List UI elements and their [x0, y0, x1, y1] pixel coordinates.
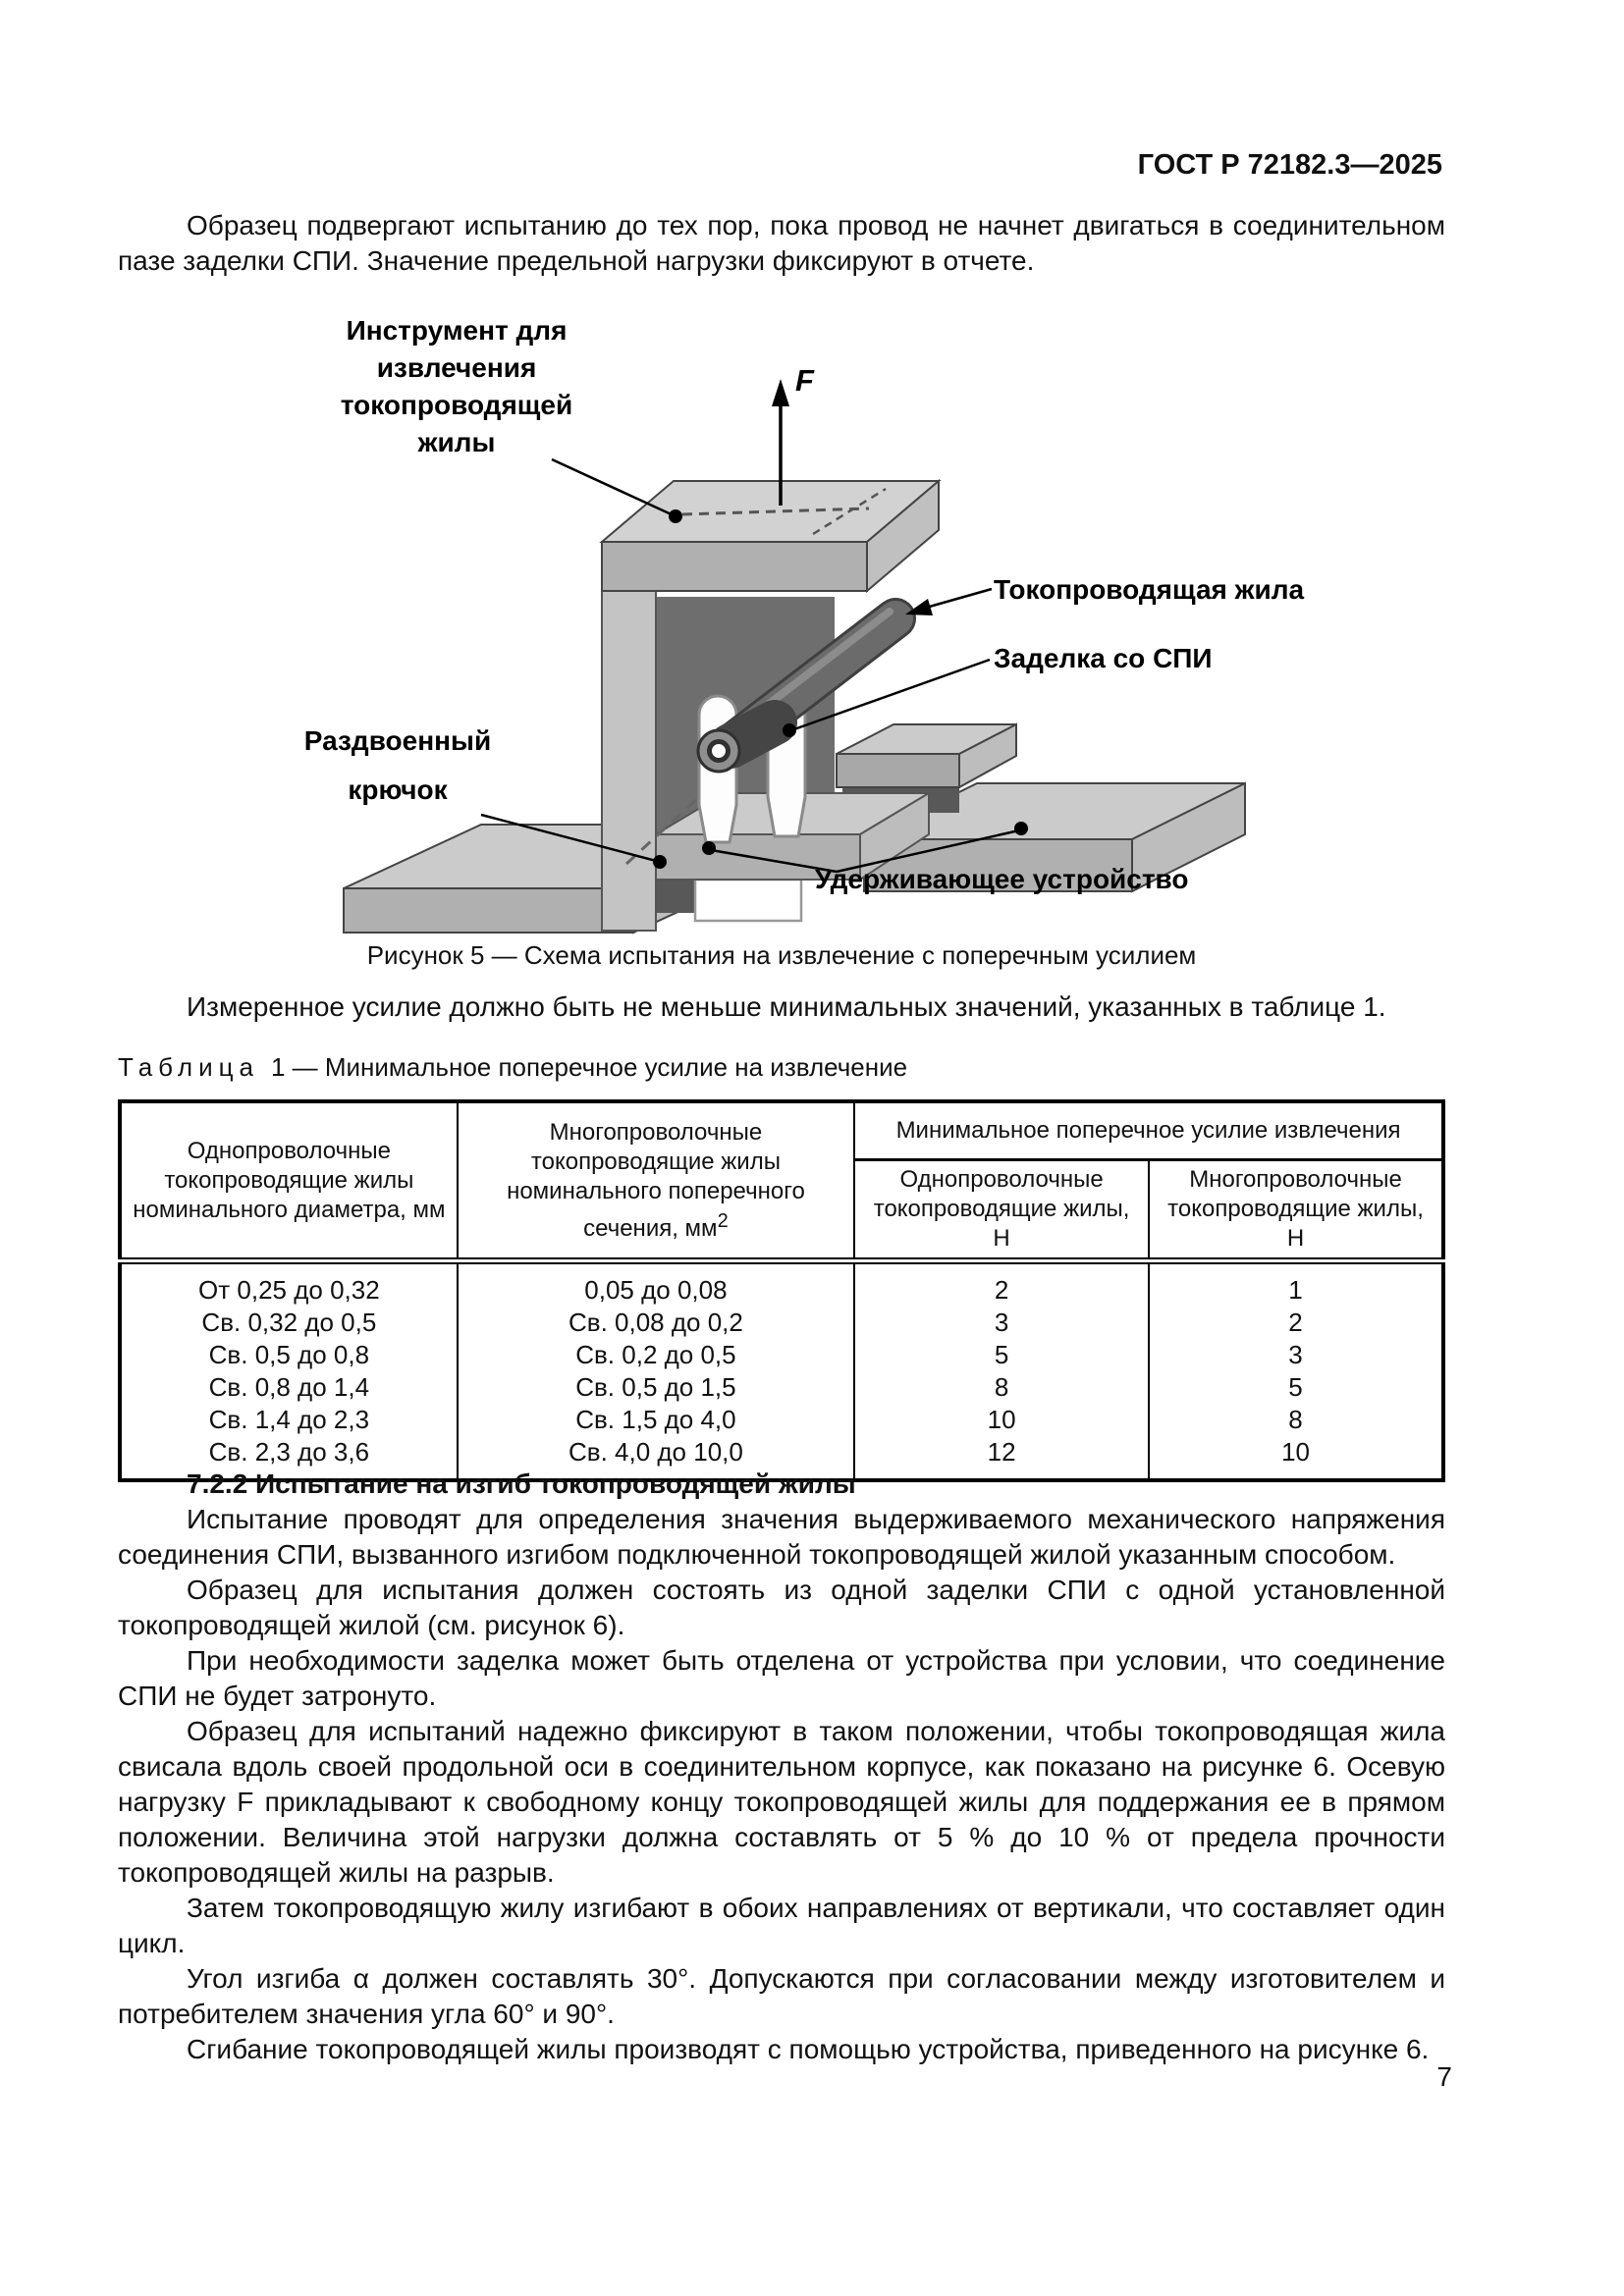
- table-body-row: [120, 1261, 1443, 1481]
- group-header-min-force: Минимальное поперечное усилие извлечения: [854, 1101, 1443, 1160]
- col-solid-diameter-values: От 0,25 до 0,32 Св. 0,32 до 0,5 Св. 0,5 до 0,8 Св. 0,8 до 1,4 Св. 1,4 до 2,3 Св. 2,3 до 3,6: [120, 1261, 458, 1481]
- intro-paragraph: Образец подвергают испытанию до тех пор, пока провод не начнет двигаться в соединительном пазе заделки СПИ. Значение предельной нагрузки фиксируют в отчете.: [118, 210, 1445, 276]
- label-force-f: F: [795, 363, 814, 398]
- col-stranded-force-values: 1 2 3 5 8 10: [1149, 1261, 1443, 1481]
- label-holding-device: Удерживающее устройство: [815, 864, 1189, 894]
- col-header-solid-force: Однопроволочные токопроводящие жилы, Н: [854, 1160, 1149, 1261]
- col-solid-force-values: 2 3 5 8 10 12: [854, 1261, 1149, 1481]
- section-paragraph: Испытание проводят для определения значения выдерживаемого механического напряжения соединения СПИ, вызванного изгибом подключенной токопроводящей жилой указанным способом.: [118, 1504, 1445, 1570]
- col-stranded-section-values: 0,05 до 0,08 Св. 0,08 до 0,2 Св. 0,2 до 0,5 Св. 0,5 до 1,5 Св. 1,5 до 4,0 Св. 4,0 до 10,0: [458, 1261, 854, 1481]
- section-heading: 7.2.2 Испытание на изгиб токопроводящей жилы: [187, 1468, 856, 1499]
- section-paragraph: При необходимости заделка может быть отделена от устройства при условии, что соединение СПИ не будет затронуто.: [118, 1645, 1445, 1711]
- label-spi-termination: Заделка со СПИ: [994, 643, 1213, 673]
- table-title: Таблица 1 — Минимальное поперечное усилие на извлечение: [118, 1052, 908, 1082]
- table-word: Таблица: [118, 1052, 259, 1082]
- section-paragraph: Сгибание токопроводящей жилы производят с помощью устройства, приведенного на рисунке 6.: [187, 2034, 1430, 2064]
- label-forked-hook: Раздвоенный крючок: [303, 725, 492, 805]
- col-header-stranded-section: Многопроволочные токопроводящие жилы номинального поперечного сечения, $мм^2$: [458, 1101, 854, 1261]
- figure-caption: Рисунок 5 — Схема испытания на извлечение с поперечным усилием: [366, 940, 1197, 970]
- section-paragraph: Образец для испытаний надежно фиксируют в таком положении, чтобы токопроводящая жила свисала вдоль своей продольной оси в соединительном корпусе, как показано на рисунке 6. Осевую нагрузку F прикладывают к свободному концу токопроводящей жилы для поддержания ее в прямом положении. Величина этой нагрузки должна составлять от 5 % до 10 % от предела прочности токопроводящей жилы на разрыв.: [118, 1716, 1445, 1888]
- col-header-solid-diameter: Однопроволочные токопроводящие жилы номинального диаметра, мм: [120, 1101, 458, 1261]
- standard-number: ГОСТ Р 72182.3—2025: [1137, 149, 1442, 181]
- figure-5: [236, 294, 1305, 942]
- label-extraction-tool: Инструмент для извлечения токопроводящей жилы: [340, 315, 573, 457]
- section-7-2-2: [118, 1467, 1445, 2067]
- measured-force-paragraph: Измеренное усилие должно быть не меньше минимальных значений, указанных в таблице 1.: [187, 991, 1386, 1022]
- label-conductor: Токопроводящая жила: [994, 574, 1305, 605]
- section-paragraph: Образец для испытания должен состоять из одной заделки СПИ с одной установленной токопроводящей жилой (см. рисунок 6).: [118, 1575, 1445, 1640]
- col-header-stranded-force: Многопроволочные токопроводящие жилы, Н: [1149, 1160, 1443, 1261]
- section-paragraph: Угол изгиба α должен составлять 30°. Допускаются при согласовании между изготовителем и потребителем значения угла 60° и 90°.: [118, 1963, 1445, 2029]
- page-number: 7: [1436, 2061, 1452, 2092]
- min-force-table: [118, 1099, 1445, 1482]
- section-paragraph: Затем токопроводящую жилу изгибают в обоих направлениях от вертикали, что составляет один цикл.: [118, 1893, 1445, 1958]
